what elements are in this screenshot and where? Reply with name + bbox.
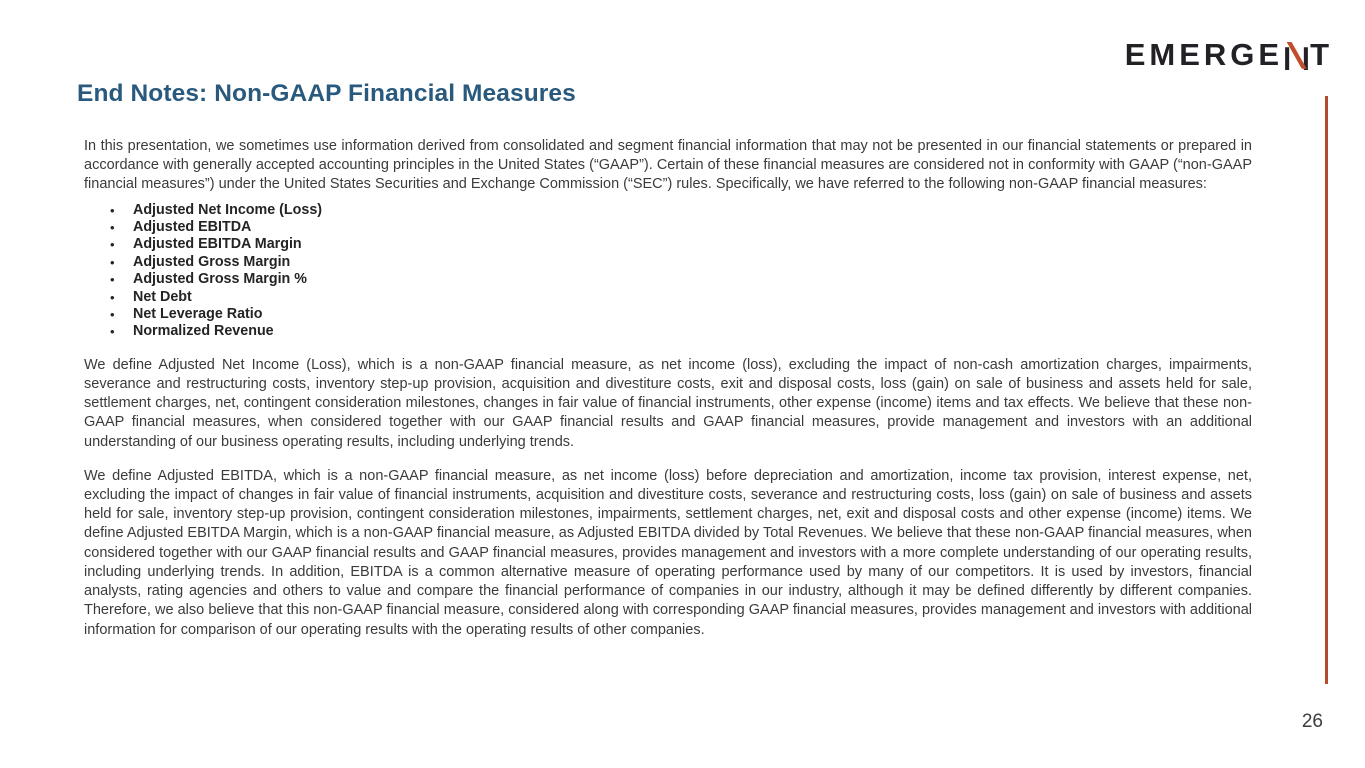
adjusted-net-income-paragraph: We define Adjusted Net Income (Loss), which is a non-GAAP financial measure, as net income (loss), excluding the impact of non-cash amortization charges, impairments, severance and restructuring costs, inventory step-up provision, acquisition and divestiture costs, exit and disposal costs, loss (gain) on sale of business and assets held for sale, settlement charges, net, contingent consideration milestones, changes in fair value of financial instruments, other expense (income) items and tax effects. We believe that these non-GAAP financial measures, when considered together with our GAAP financial results and GAAP financial measures, provide management and investors with an additional understanding of our business operating results, including underlying trends. [84, 356, 1252, 450]
emergent-logo [1125, 39, 1333, 70]
list-item: • Adjusted EBITDA Margin [110, 236, 1252, 253]
list-item: • Adjusted Gross Margin [110, 254, 1252, 271]
list-item: • Adjusted Gross Margin % [110, 271, 1252, 288]
logo-n-icon [1285, 42, 1308, 70]
list-item: • Net Debt [110, 289, 1252, 306]
adjusted-ebitda-paragraph: We define Adjusted EBITDA, which is a non-GAAP financial measure, as net income (loss) before depreciation and amortization, income tax provision, interest expense, net, excluding the impact of changes in fair value of financial instruments, acquisition and divestiture costs, severance and restructuring costs, loss (gain) on sale of business and assets held for sale, inventory step-up provision, contingent consideration milestones, impairments, settlement charges, net, exit and disposal costs and other expense (income) items. We define Adjusted EBITDA Margin, which is a non-GAAP financial measure, as Adjusted EBITDA divided by Total Revenues. We believe that these non-GAAP financial measures, when considered together with our GAAP financial results and GAAP financial measures, provides management and investors with a more complete understanding of our operating results, including underlying trends. In addition, EBITDA is a common alternative measure of operating performance used by many of our competitors. It is used by investors, financial analysts, rating agencies and others to value and compare the financial performance of companies in our industry, although it may be defined differently by different companies. Therefore, we also believe that this non-GAAP financial measure, considered along with corresponding GAAP financial measures, provides management and investors with additional information for comparison of our operating results with the operating results of other companies. [84, 467, 1252, 638]
list-item: • Net Leverage Ratio [110, 306, 1252, 323]
page-number: 26 [1301, 711, 1323, 732]
logo-text-after-n: T [1310, 37, 1333, 72]
accent-rule [1325, 96, 1328, 684]
list-item: • Adjusted EBITDA [110, 219, 1252, 236]
logo-text-before-n: EMERGE [1124, 37, 1284, 72]
intro-paragraph: In this presentation, we sometimes use information derived from consolidated and segment financial information that may not be presented in our financial statements or prepared in accordance with generally accepted accounting principles in the United States (“GAAP”). Certain of these financial measures are considered not in conformity with GAAP (“non-GAAP financial measures”) under the United States Securities and Exchange Commission (“SEC”) rules. Specifically, we have referred to the following non-GAAP financial measures: [84, 138, 1252, 193]
list-item: • Adjusted Net Income (Loss) [110, 202, 1252, 219]
page-title: End Notes: Non-GAAP Financial Measures [77, 80, 576, 107]
non-gaap-measures-list [110, 202, 1252, 341]
body-content [84, 137, 1252, 640]
list-item: • Normalized Revenue [110, 323, 1252, 340]
